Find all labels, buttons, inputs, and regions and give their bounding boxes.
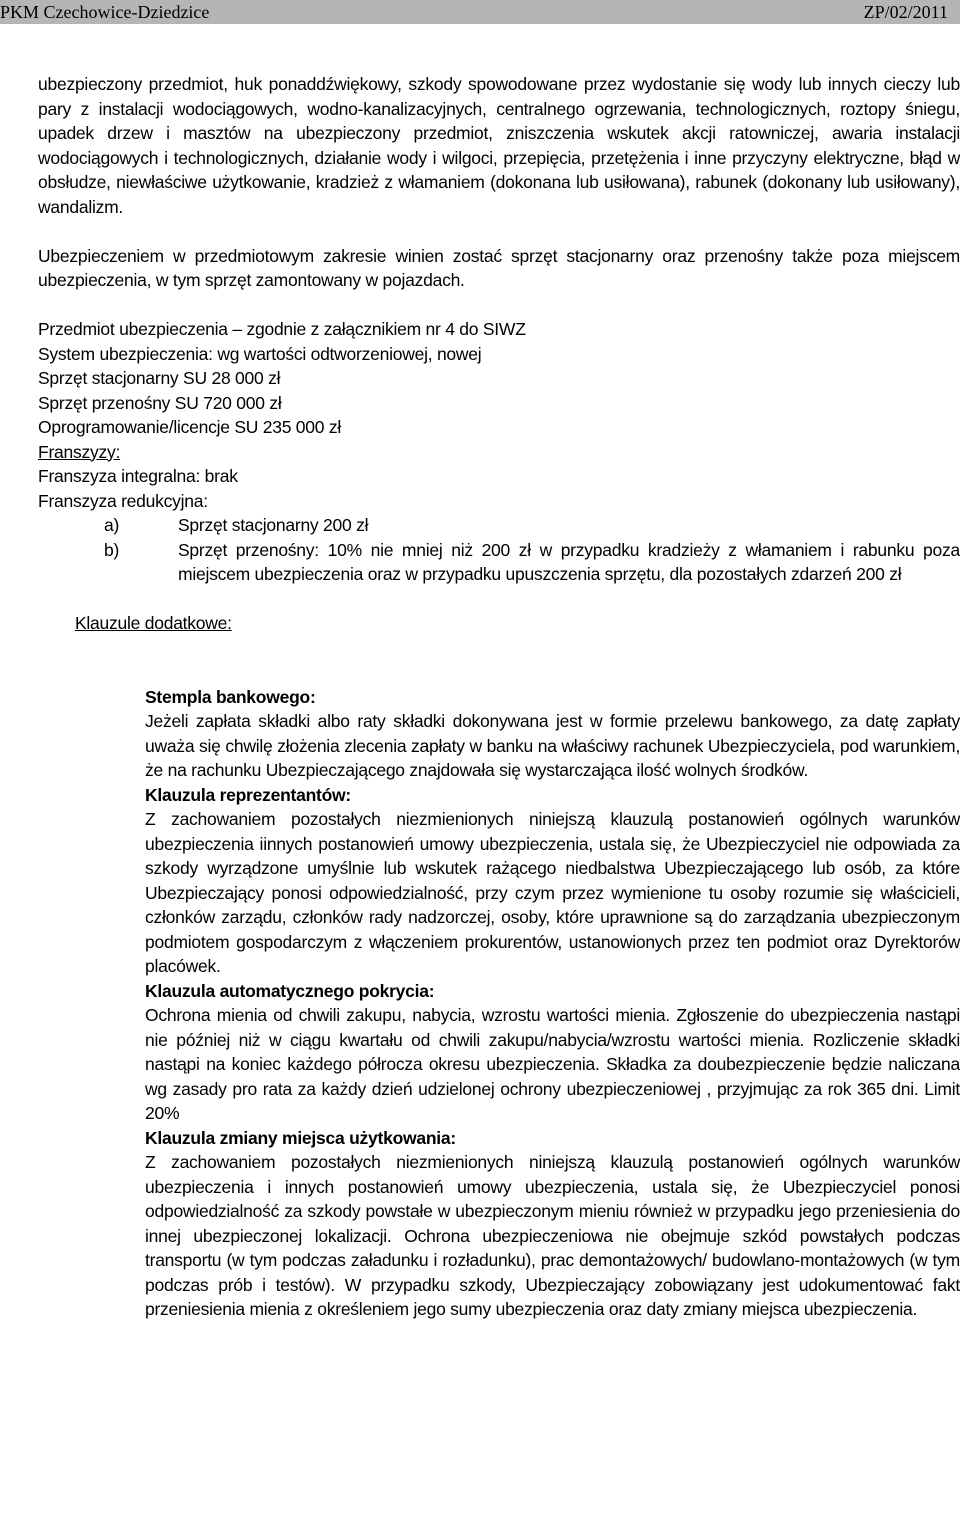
franszyza-integralna: Franszyza integralna: brak xyxy=(38,466,238,486)
header-document-number: ZP/02/2011 xyxy=(863,2,948,22)
list-marker: a) xyxy=(104,515,120,535)
detail-line-stationary: Sprzęt stacjonarny SU 28 000 zł xyxy=(38,368,281,388)
clause-title: Klauzula automatycznego pokrycia: xyxy=(145,980,435,1001)
list-marker: b) xyxy=(104,539,120,560)
clause-text: Jeżeli zapłata składki albo raty składki dokonywana jest w formie przelewu bankowego, za datę zapłaty uważa się chwilę złożenia zlecenia zapłaty w banku na właściwy rachunek Ubezpieczyciela, pod warunkiem, że na rachunku Ubezpieczającego znajdowała się wystarczająca ilość wolnych środków. xyxy=(145,711,960,780)
clause-title: Klauzula reprezentantów: xyxy=(145,784,351,805)
detail-line-portable: Sprzęt przenośny SU 720 000 zł xyxy=(38,392,282,413)
clause-title: Stempla bankowego: xyxy=(145,686,316,707)
document-body xyxy=(38,72,960,1322)
page-header xyxy=(0,0,960,24)
detail-line-software: Oprogramowanie/licencje SU 235 000 zł xyxy=(38,417,341,437)
intro-paragraph: ubezpieczony przedmiot, huk ponaddźwiękowy, szkody spowodowane przez wydostanie się wody lub innych cieczy lub pary z instalacji wodociągowych, wodno-kanalizacyjnych, centralnego ogrzewania, technologicznych, roztopy śniegu, upadek drzew i masztów na ubezpieczony przedmiot, zniszczenia wskutek akcji ratowniczej, awaria instalacji wodociągowych i technologicznych, działanie wody i wilgoci, przepięcia, przetężenia i inne przyczyny elektryczne, błąd w obsłudze, niewłaściwe użytkowanie, kradzież z włamaniem (dokonana lub usiłowana), rabunek (dokonany lub usiłowany), wandalizm. xyxy=(38,74,960,217)
clause-text: Z zachowaniem pozostałych niezmienionych niniejszą klauzulą postanowień ogólnych warunków ubezpieczenia i innych postanowień umowy ubezpieczenia, ustala się, że Ubezpieczyciel ponosi odpowiedzialność za szkody powstałe w ubezpieczonym mieniu również w przypadku jego przeniesienia do innej ubezpieczonej lokalizacji. Ochrona ubezpieczeniowa nie obejmuje szkód powstałych podczas transportu (w tym podczas załadunku i rozładunku), prac demontażowych/ budowlano-montażowych (w tym podczas prób i testów). W przypadku szkody, Ubezpieczający zobowiązany jest udokumentować fakt przeniesienia mienia z określeniem jego sumy ubezpieczenia oraz daty zmiany miejsca ubezpieczenia. xyxy=(145,1152,960,1319)
clause-title: Klauzula zmiany miejsca użytkowania: xyxy=(145,1127,456,1148)
franszyzy-heading: Franszyzy: xyxy=(38,441,121,462)
list-item xyxy=(104,513,960,538)
header-left-title: PKM Czechowice-Dziedzice xyxy=(0,2,210,22)
clauses-section xyxy=(145,685,960,1322)
list-item-text: Sprzęt przenośny: 10% nie mniej niż 200 zł w przypadku kradzieży z włamaniem i rabunku poza miejscem ubezpieczenia oraz w przypadku upuszczenia sprzętu, dla pozostałych zdarzeń 200 zł xyxy=(178,539,960,584)
clause-text: Z zachowaniem pozostałych niezmienionych niniejszą klauzulą postanowień ogólnych warunków ubezpieczenia iinnych postanowień umowy ubezpieczenia, ustala się, że Ubezpieczyciel nie odpowiada za szkody wyrządzone umyślnie lub wskutek rażącego niedbalstwa Ubezpieczającego lub osób, za które Ubezpieczający ponosi odpowiedzialność, przy czym przez wymienione tu osoby rozumie się właścicieli, członków zarządu, członków rady nadzorczej, osoby, które uprawnione są do zarządzania ubezpieczonym podmiotem gospodarczym z włączeniem prokurentów, ustanowionych przez ten podmiot oraz Dyrektorów placówek. xyxy=(145,809,960,976)
klauzule-heading: Klauzule dodatkowe: xyxy=(75,613,232,633)
clause-text: Ochrona mienia od chwili zakupu, nabycia, wzrostu wartości mienia. Zgłoszenie do ubezpieczenia nastąpi nie później niż w ciągu kwartału od chwili zakupu/nabycia/wzrostu wartości mienia. Rozliczenie składki nastąpi na koniec każdego półrocza okresu ubezpieczenia. Składka za doubezpieczenie będzie naliczana wg zasady pro rata za każdy dzień udzielonej ochrony ubezpieczeniowej , przyjmując za rok 365 dni. Limit 20% xyxy=(145,1005,960,1123)
list-item xyxy=(104,538,960,587)
detail-line-subject: Przedmiot ubezpieczenia – zgodnie z załącznikiem nr 4 do SIWZ xyxy=(38,319,526,339)
list-item-text: Sprzęt stacjonarny 200 zł xyxy=(178,515,369,535)
detail-line-system: System ubezpieczenia: wg wartości odtworzeniowej, nowej xyxy=(38,343,482,364)
franszyza-redukcyjna: Franszyza redukcyjna: xyxy=(38,490,208,511)
scope-paragraph: Ubezpieczeniem w przedmiotowym zakresie winien zostać sprzęt stacjonarny oraz przenośny także poza miejscem ubezpieczenia, w tym sprzęt zamontowany w pojazdach. xyxy=(38,245,960,290)
